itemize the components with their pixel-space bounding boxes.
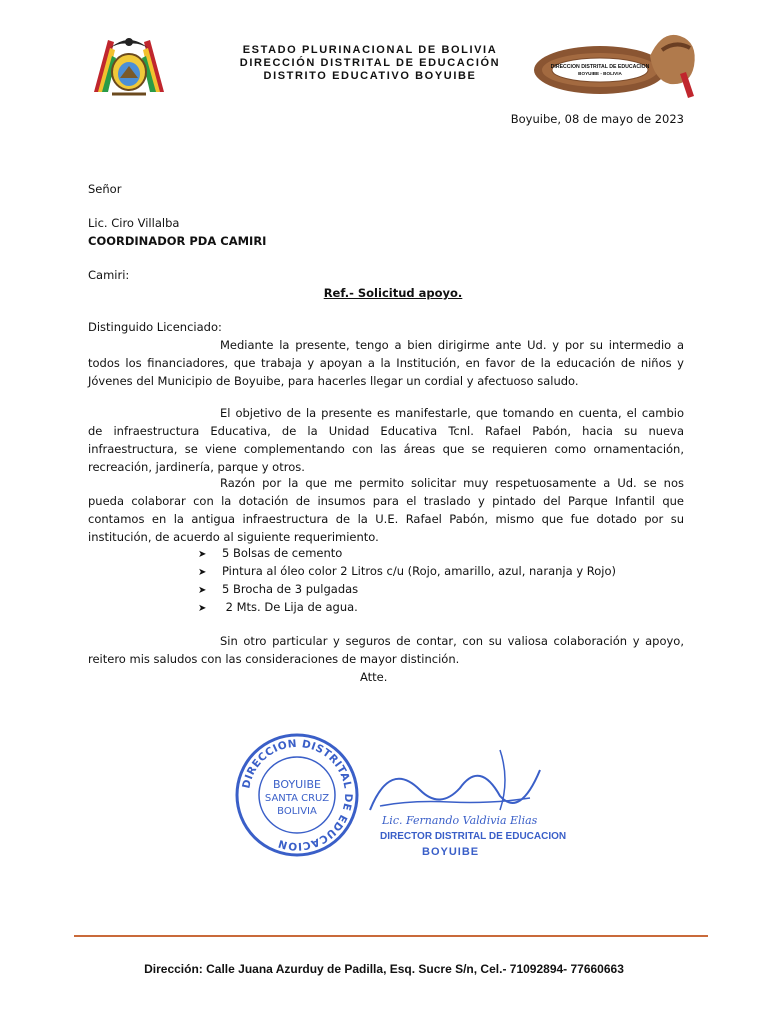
requirements-list bbox=[198, 544, 616, 616]
list-item: ➤ 5 Bolsas de cemento bbox=[198, 544, 616, 562]
list-item: ➤ Pintura al óleo color 2 Litros c/u (Rojo, amarillo, azul, naranja y Rojo) bbox=[198, 562, 616, 580]
letterhead-title bbox=[210, 44, 530, 83]
signer-name: Lic. Fernando Valdivia Elias bbox=[382, 814, 538, 827]
recipient-city: Camiri: bbox=[88, 268, 130, 282]
paragraph-3: Razón por la que me permito solicitar muy respetuosamente a Ud. se nos pueda colaborar con la dotación de insumos para el traslado y pintado del Parque Infantil que contamos en la antigua infraestructura de la U.E. Rafael Pabón, mismo que fue dotado por su institución, de acuerdo al siguiente requerimiento. bbox=[88, 476, 684, 544]
letter-date: Boyuibe, 08 de mayo de 2023 bbox=[510, 112, 684, 126]
letterhead-line-3: DISTRITO EDUCATIVO BOYUIBE bbox=[263, 70, 477, 82]
paragraph-1: Mediante la presente, tengo a bien dirigirme ante Ud. y por su intermedio a todos los financiadores, que trabaja y apoyan a la Institución, en favor de la educación de niños y Jóvenes del Municipio de Boyuibe, para hacerles llegar un cordial y afectuoso saludo. bbox=[88, 338, 684, 388]
official-stamp-icon bbox=[232, 730, 362, 860]
closing-paragraph: Sin otro particular y seguros de contar, con su valiosa colaboración y apoyo, reitero mis saludos con las consideraciones de mayor distinción. bbox=[88, 634, 684, 666]
district-logo-icon bbox=[530, 26, 706, 102]
list-item: ➤ 5 Brocha de 3 pulgadas bbox=[198, 580, 616, 598]
stamp-center-1: BOYUIBE bbox=[273, 778, 321, 791]
recipient-name: Lic. Ciro Villalba bbox=[88, 216, 180, 230]
arrow-bullet-icon: ➤ bbox=[198, 585, 207, 596]
footer-divider bbox=[74, 935, 708, 937]
letterhead-line-2: DIRECCIÓN DISTRITAL DE EDUCACIÓN bbox=[239, 57, 501, 69]
reference-line: Ref.- Solicitud apoyo. bbox=[323, 286, 463, 300]
atte: Atte. bbox=[360, 670, 388, 684]
arrow-bullet-icon: ➤ bbox=[198, 549, 207, 560]
paragraph-2: El objetivo de la presente es manifestarle, que tomando en cuenta, el cambio de infraestructura Educativa, de la Unidad Educativa Tcnl. Rafael Pabón, hacia su nueva infraestructura, se viene complementando con las áreas que se requieren como ornamentación, recreación, jardinería, parque y otros. bbox=[88, 406, 684, 474]
stamp-center-3: BOLIVIA bbox=[277, 806, 317, 817]
salutation: Señor bbox=[88, 182, 122, 196]
stamp-center-2: SANTA CRUZ bbox=[264, 793, 330, 804]
list-item: ➤ 2 Mts. De Lija de agua. bbox=[198, 598, 616, 616]
stamp-ring-text: DIRECCION DISTRITAL DE EDUCACION bbox=[240, 737, 355, 853]
greeting: Distinguido Licenciado: bbox=[88, 320, 222, 334]
footer-address: Dirección: Calle Juana Azurduy de Padilla, Esq. Sucre S/n, Cel.- 71092894- 77660663 bbox=[144, 962, 624, 976]
logo-text-1: DIRECCION DISTRITAL DE EDUCACION bbox=[550, 64, 650, 70]
signer-title: DIRECTOR DISTRITAL DE EDUCACION bbox=[380, 831, 567, 842]
recipient-title: COORDINADOR PDA CAMIRI bbox=[88, 234, 267, 248]
arrow-bullet-icon: ➤ bbox=[198, 567, 207, 578]
logo-text-2: BOYUIBE - BOLIVIA bbox=[578, 71, 622, 76]
coat-of-arms-icon bbox=[88, 30, 170, 100]
arrow-bullet-icon: ➤ bbox=[198, 603, 207, 614]
signer-place: BOYUIBE bbox=[422, 846, 480, 858]
letterhead-line-1: ESTADO PLURINACIONAL DE BOLIVIA bbox=[242, 44, 498, 56]
